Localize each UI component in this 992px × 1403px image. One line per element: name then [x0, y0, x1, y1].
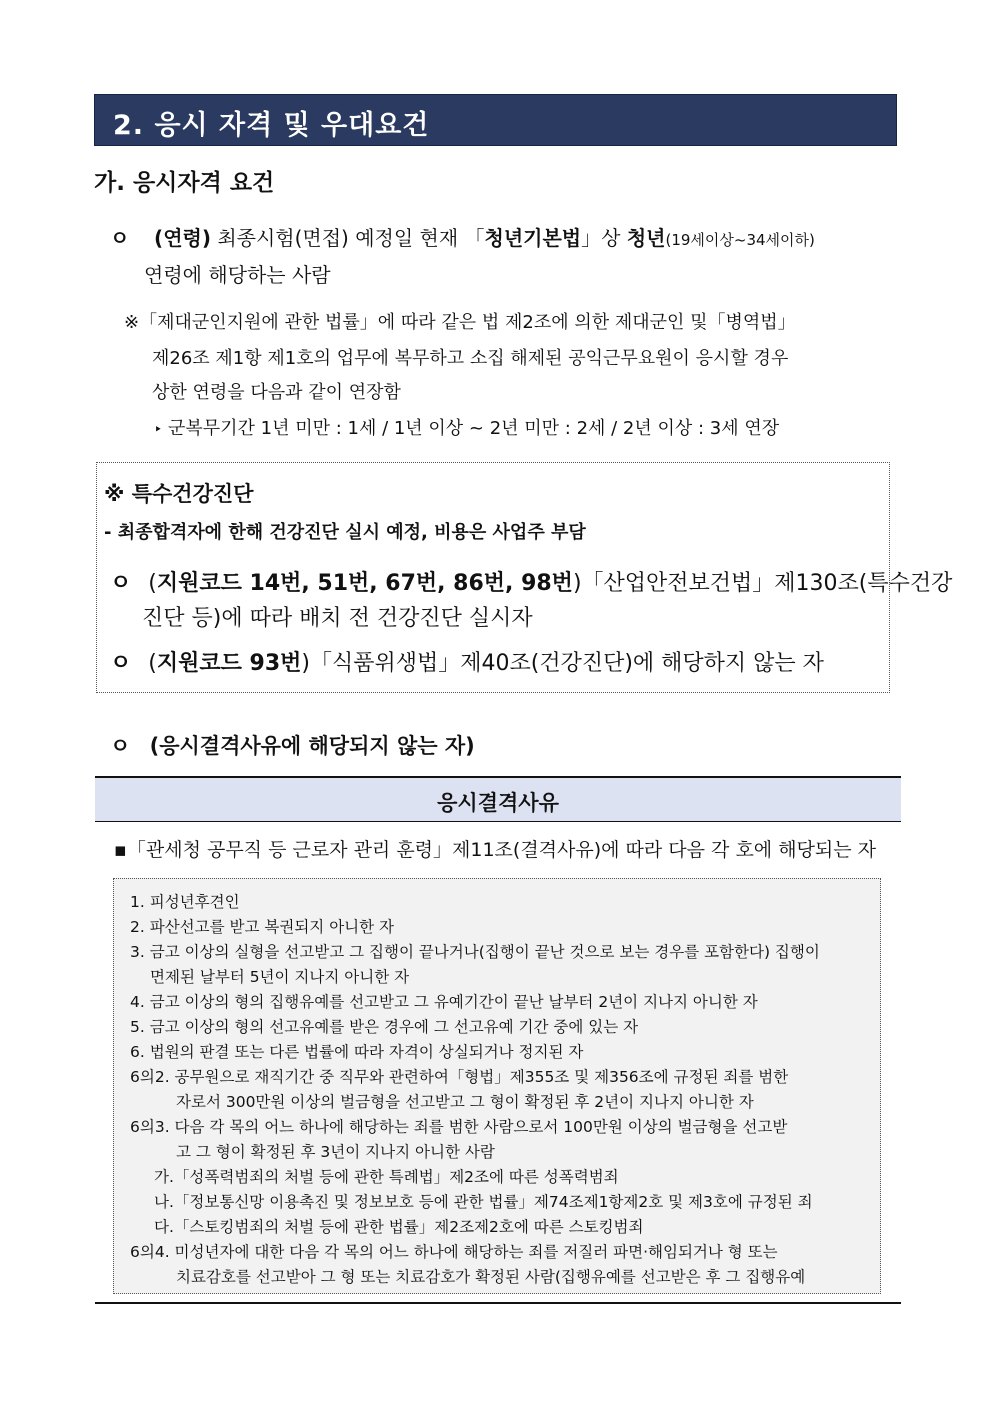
section-header-bar	[94, 94, 897, 146]
list-item: 다.「스토킹범죄의 처벌 등에 관한 법률」제2조제2호에 따른 스토킹범죄	[154, 1218, 644, 1236]
age-text-2: 」상	[581, 226, 627, 250]
table-header-label: 응시결격사유	[437, 791, 559, 815]
list-item: 치료감호를 선고받아 그 형 또는 치료감호가 확정된 사람(집행유예를 선고받은 후 그 집행유예	[176, 1268, 806, 1286]
list-item: 4. 금고 이상의 형의 집행유예를 선고받고 그 유예기간이 끝난 날부터 2년이 지나지 아니한 자	[130, 993, 758, 1011]
extension-detail-text: 군복무기간 1년 미만 : 1세 / 1년 이상 ~ 2년 미만 : 2세 / 2년 이상 : 3세 연장	[168, 418, 780, 439]
subsection-title: 가. 응시자격 요건	[94, 170, 275, 196]
disqualification-heading-text: (응시결격사유에 해당되지 않는 자)	[149, 734, 475, 758]
list-item: 6의2. 공무원으로 재직기간 중 직무와 관련하여「형법」제355조 및 제356조에 규정된 죄를 범한	[130, 1068, 789, 1086]
list-item: 6의3. 다음 각 목의 어느 하나에 해당하는 죄를 범한 사람으로서 100만원 이상의 벌금형을 선고받	[130, 1118, 788, 1136]
paren: (	[148, 651, 157, 676]
bullet-circle: ㅇ	[110, 571, 132, 596]
health-item-1	[110, 566, 952, 597]
support-codes: 지원코드 14번, 51번, 67번, 86번, 98번	[156, 571, 573, 596]
list-item: 자로서 300만원 이상의 벌금형을 선고받고 그 형이 확정된 후 2년이 지나지 아니한 자	[176, 1093, 754, 1111]
age-label: (연령)	[154, 226, 211, 250]
disqualification-heading	[110, 730, 475, 760]
extension-note-line1: ※「제대군인지원에 관한 법률」에 따라 같은 법 제2조에 의한 제대군인 및「병역법」	[124, 312, 796, 333]
list-item: 3. 금고 이상의 실형을 선고받고 그 집행이 끝나거나(집행이 끝난 것으로 보는 경우를 포함한다) 집행이	[130, 943, 820, 961]
list-item: 5. 금고 이상의 형의 선고유예를 받은 경우에 그 선고유예 기간 중에 있는 자	[130, 1018, 639, 1036]
triangle-marker-icon: ‣	[154, 422, 163, 438]
age-requirement-line1	[110, 222, 815, 251]
youth-term: 청년	[626, 226, 666, 250]
list-item: 면제된 날부터 5년이 지나지 아니한 자	[150, 968, 410, 986]
health-check-title: ※ 특수건강진단	[104, 482, 254, 506]
health-item-2	[110, 646, 824, 677]
health-item-1-line2: 진단 등)에 따라 배치 전 건강진단 실시자	[142, 606, 533, 631]
health-item-2-rest: )「식품위생법」제40조(건강진단)에 해당하지 않는 자	[301, 651, 824, 676]
extension-note-line3: 상한 연령을 다음과 같이 연장함	[152, 382, 401, 403]
section-title: 2. 응시 자격 및 우대요건	[113, 110, 430, 141]
list-item: 고 그 형이 확정된 후 3년이 지나지 아니한 사람	[176, 1143, 495, 1161]
list-item: 6. 법원의 판결 또는 다른 법률에 따라 자격이 상실되거나 정지된 자	[130, 1043, 584, 1061]
bullet-circle: ㅇ	[110, 734, 131, 758]
disqualification-intro: ▪「관세청 공무직 등 근로자 관리 훈령」제11조(결격사유)에 따라 다음 각 호에 해당되는 자	[114, 839, 876, 861]
extension-note-line2: 제26조 제1항 제1호의 업무에 복무하고 소집 해제된 공익근무요원이 응시할 경우	[152, 348, 789, 369]
bullet-circle: ㅇ	[110, 651, 132, 676]
list-item: 2. 파산선고를 받고 복권되지 아니한 자	[130, 918, 395, 936]
list-item: 가.「성폭력범죄의 처벌 등에 관한 특례법」제2조에 따른 성폭력범죄	[154, 1168, 619, 1186]
age-requirement-line2: 연령에 해당하는 사람	[144, 263, 331, 287]
list-item: 1. 피성년후견인	[130, 893, 240, 911]
age-range: (19세이상~34세이하)	[665, 231, 815, 249]
health-item-1-rest: )「산업안전보건법」제130조(특수건강	[572, 571, 953, 596]
table-bottom-rule	[95, 1302, 901, 1304]
youth-act-name: 청년기본법	[484, 226, 582, 250]
disqualification-table-header	[95, 778, 901, 822]
extension-detail	[154, 414, 779, 440]
list-item: 6의4. 미성년자에 대한 다음 각 목의 어느 하나에 해당하는 죄를 저질러 파면·해임되거나 형 또는	[130, 1243, 778, 1261]
bullet-circle: ㅇ	[110, 226, 130, 250]
list-item: 나.「정보통신망 이용촉진 및 정보보호 등에 관한 법률」제74조제1항제2호 및 제3호에 규정된 죄	[154, 1193, 813, 1211]
age-text: 최종시험(면접) 예정일 현재 「	[210, 226, 485, 250]
health-check-note: - 최종합격자에 한해 건강진단 실시 예정, 비용은 사업주 부담	[104, 522, 586, 543]
support-code-93: 지원코드 93번	[156, 651, 302, 676]
paren: (	[148, 571, 157, 596]
